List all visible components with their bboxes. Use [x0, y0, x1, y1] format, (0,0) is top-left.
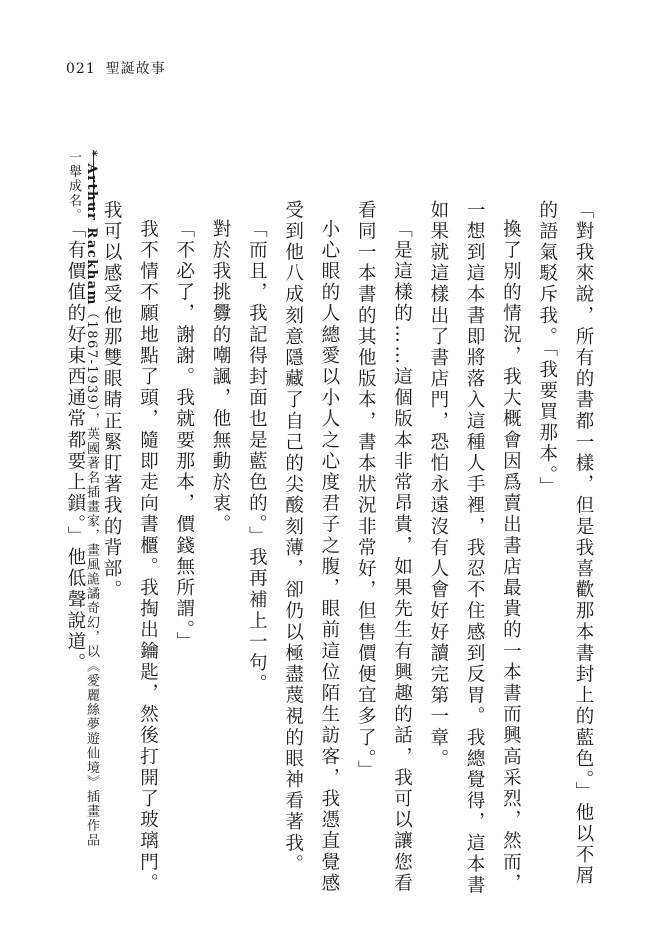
footnote-years: （1867-1939）: [84, 305, 99, 413]
footnote-name: Arthur Rackham: [84, 163, 99, 306]
footnote: [64, 150, 100, 850]
paragraph: 小心眼的人總愛以小人之心度君子之腹，眼前這位陌生訪客，我憑直覺感受到他八成刻意隱藏了自己的尖酸刻薄，卻仍以極盡蔑視的眼神看著我。: [282, 200, 340, 894]
main-text: [57, 200, 601, 900]
paragraph: 對於我挑釁的嘲諷，他無動於衷。: [210, 218, 232, 535]
paragraph: 「是這樣的……這個版本非常昂貴，如果先生有興趣的話，我可以讓您看看同一本書的其他版本，書本狀況非常好，但售價便宜多了。」: [355, 200, 413, 894]
page-number: 021: [66, 61, 96, 77]
paragraph: 「對我來說，所有的書都一樣，但是我喜歡那本書封上的藍色。」他以不屑的語氣駁斥我。「我要買那本。」: [536, 200, 594, 888]
paragraph: 「而且，我記得封面也是藍色的。」我再補上一句。: [246, 218, 268, 695]
footnote-marker: *: [84, 150, 99, 158]
paragraph: 我不情不願地點了頭，隨即走向書櫃。我掏出鑰匙，然後打開了玻璃門。我可以感受他那雙眼睛正緊盯著我的背部。: [101, 200, 159, 894]
paragraph: 「有價值的好東西通常都要上鎖。」他低聲說道。: [64, 218, 86, 674]
running-title: 聖誕故事: [105, 61, 166, 77]
footnote-text: ，英國著名插畫家，畫風詭譎奇幻，以《愛麗絲夢遊仙境》插畫作品一舉成名。: [66, 150, 99, 848]
paragraph: 換了別的情況，我大概會因爲賣出書店最貴的一本書而興高采烈，然而，一想到這本書即將落入這種人手裡，我忍不住感到反胃。我總覺得，這本書如果就這樣出了書店門，恐怕永遠沒有人會好好讀完第一章。: [427, 200, 522, 897]
running-header: [66, 58, 166, 78]
paragraph: 「不必了，謝謝。我就要那本，價錢無所謂。」: [173, 218, 195, 653]
